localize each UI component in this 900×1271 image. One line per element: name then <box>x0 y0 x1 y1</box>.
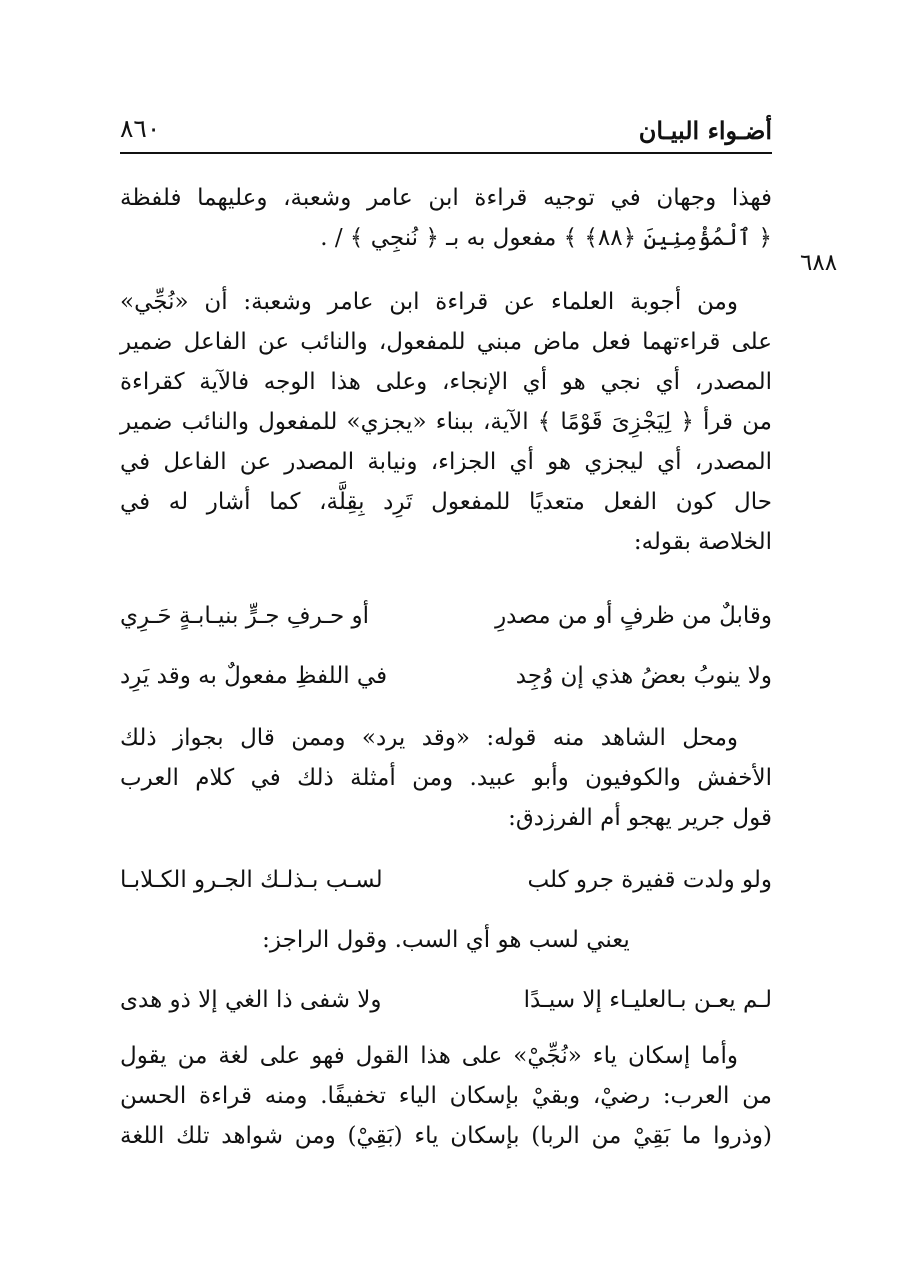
text-line: ومن أجوبة العلماء عن قراءة ابن عامر وشعبة: أن «نُجِّي» <box>120 289 738 315</box>
text-line: الأخفش والكوفيون وأبو عبيد. ومن أمثلة ذلك في كلام العرب <box>120 765 772 791</box>
verse-first-hemistich: لـم يعـن بـالعليـاء إلا سيـدًا <box>523 987 772 1013</box>
verse-second-hemistich: أو حـرفِ جـرٍّ بنيـابـةٍ حَـرِي <box>120 603 370 629</box>
margin-page-reference: ٦٨٨ <box>800 250 838 276</box>
verse-second-hemistich: لسـب بـذلـك الجـرو الكـلابـا <box>120 867 383 893</box>
text-line: وأما إسكان ياء «نُجِّيْ» على هذا القول فهو على لغة من يقول <box>120 1043 738 1069</box>
text-line: ومحل الشاهد منه قوله: «وقد يرد» وممن قال بجواز ذلك <box>120 725 738 751</box>
text-line: على قراءتهما فعل ماض مبني للمفعول، والنائب عن الفاعل ضمير <box>120 329 772 355</box>
text-line: قول جرير يهجو أم الفرزدق: <box>508 805 772 831</box>
verse-first-hemistich: ولو ولدت قفيرة جرو كلب <box>527 867 772 893</box>
verse-second-hemistich: ولا شفى ذا الغي إلا ذو هدى <box>120 987 382 1013</box>
paragraph-3 <box>120 718 772 838</box>
verse-second-hemistich: في اللفظِ مفعولٌ به وقد يَرِد <box>120 663 388 689</box>
running-title: أضـواء البيـان <box>638 116 772 145</box>
text-line: من العرب: رضيْ، وبقيْ بإسكان الياء تخفيفًا. ومنه قراءة الحسن <box>120 1083 772 1109</box>
text-line: المصدر، أي نجي هو أي الإنجاء، وعلى هذا الوجه فالآية كقراءة <box>120 369 772 395</box>
verse-3 <box>120 860 772 900</box>
verse-1 <box>120 596 772 636</box>
text-line: من قرأ ﴿ لِيَجْزِىَ قَوْمًا ﴾ الآية، ببناء «يجزي» للمفعول والنائب ضمير <box>120 409 772 435</box>
page-number: ٨٦٠ <box>120 114 161 143</box>
text-line: ﴿ ٱلْمُؤْمِنِينَ ﴿٨٨﴾ ﴾ مفعول به بـ ﴿ نُنجِي ﴾ / . <box>320 225 772 251</box>
text-line: فهذا وجهان في توجيه قراءة ابن عامر وشعبة، وعليهما فلفظة <box>120 185 772 211</box>
verse-4 <box>120 980 772 1020</box>
header-rule <box>120 152 772 154</box>
verse-first-hemistich: ولا ينوبُ بعضُ هذي إن وُجِد <box>515 663 772 689</box>
paragraph-2 <box>120 282 772 562</box>
text-line: الخلاصة بقوله: <box>633 529 772 555</box>
verse-first-hemistich: وقابلٌ من ظرفٍ أو من مصدرِ <box>495 603 772 629</box>
page-header <box>120 112 772 152</box>
paragraph-4: يعني لسب هو أي السب. وقول الراجز: <box>262 927 630 953</box>
text-line: حال كون الفعل متعديًا للمفعول تَرِد بِقِلَّة، كما أشار له في <box>120 489 772 515</box>
paragraph-5 <box>120 1036 772 1156</box>
text-line: المصدر، أي ليجزي هو أي الجزاء، ونيابة المصدر عن الفاعل في <box>120 449 772 475</box>
text-line: (وذروا ما بَقِيْ من الربا) بإسكان ياء (بَقِيْ) ومن شواهد تلك اللغة <box>120 1123 772 1149</box>
verse-2 <box>120 656 772 696</box>
paragraph-1 <box>120 178 772 258</box>
